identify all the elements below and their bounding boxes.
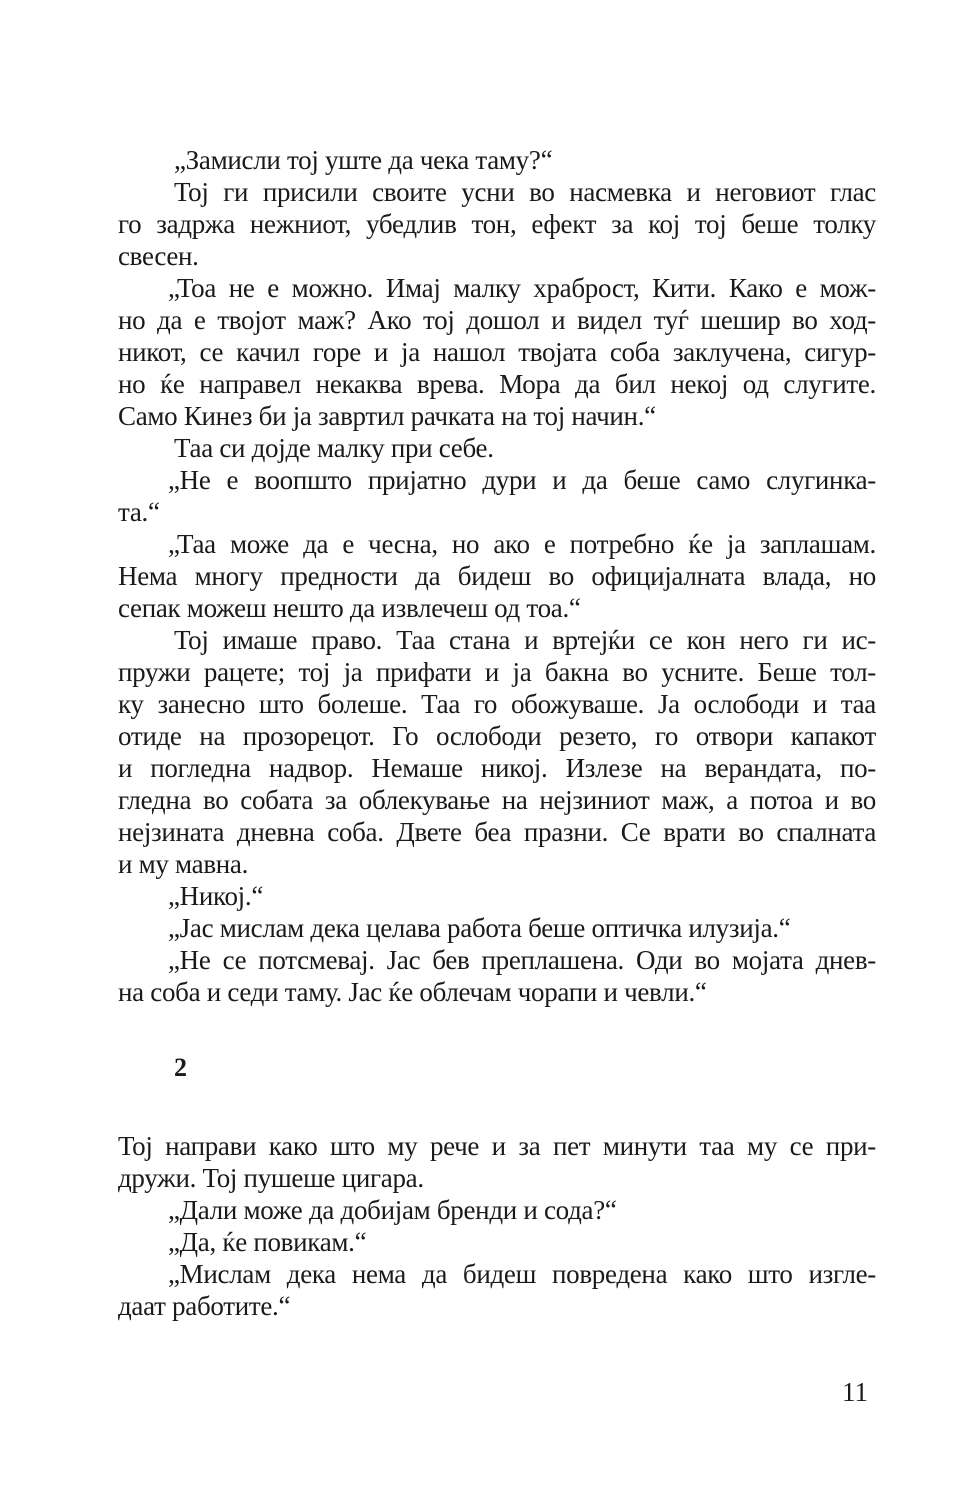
text-line: „Мислам дека нема да бидеш повредена како што изгле- [168,1259,876,1289]
section-spacer [118,1084,876,1116]
text-line: „Тоа не е можно. Имај малку храброст, Кити. Како е мож- [168,273,876,303]
text-line: Таа си дојде малку при себе. [174,433,494,463]
text-line: пружи рацете; тој ја прифати и ја бакна во усните. Беше тол- [118,657,876,687]
text-line: но ќе направел некаква врева. Мора да бил некој од слугите. [118,369,876,399]
section-spacer [118,1040,876,1052]
text-line: Тој ги присили своите усни во насмевка и неговиот глас [174,177,876,207]
text-line: дружи. Тој пушеше цигара. [118,1163,424,1193]
text-line: „Замисли тој уште да чека таму?“ [174,145,553,175]
text-line: никот, се качил горе и ја нашол твојата соба заклучена, сигур- [118,337,876,367]
text-line: Тој направи како што му рече и за пет минути таа му се при- [118,1131,876,1161]
text-line: Само Кинез би ја завртил рачката на тој начин.“ [118,401,656,431]
text-line: „Не се потсмевај. Јас бев преплашена. Оди во мојата днев- [168,945,876,975]
text-line: нејзината дневна соба. Двете беа празни. Се врати во спалната [118,817,876,847]
text-line: та.“ [118,497,160,527]
text-line: ку занесно што болеше. Таа го обожуваше. Ја ослободи и таа [118,689,876,719]
text-line: Нема многу предности да бидеш во официјалната влада, но [118,561,876,591]
text-line: свесен. [118,241,199,271]
text-line: гледна во собата за облекување на нејзиниот маж, а потоа и во [118,785,876,815]
text-line: на соба и седи таму. Јас ќе облечам чорапи и чевли.“ [118,977,707,1007]
text-line: и му мавна. [118,849,249,879]
text-line: даат работите.“ [118,1291,291,1321]
section-spacer [118,1116,876,1130]
text-line: но да е твојот маж? Ако тој дошол и видел туѓ шешир во ход- [118,305,876,335]
text-line: „Јас мислам дека целава работа беше оптичка илузија.“ [168,913,791,943]
page-number: 11 [842,1377,868,1407]
text-line: го задржа нежниот, убедлив тон, ефект за кој тој беше толку [118,209,876,239]
text-line: и погледна надвор. Немаше никој. Излезе на верандата, по- [118,753,876,783]
text-line: „Таа може да е чесна, но ако е потребно ќе ја заплашам. [168,529,876,559]
text-line: „Да, ќе повикам.“ [168,1227,367,1257]
text-line: „Никој.“ [168,881,264,911]
section-number: 2 [174,1053,187,1082]
text-line: сепак можеш нешто да извлечеш од тоа.“ [118,593,581,623]
text-line: „Дали може да добијам бренди и сода?“ [168,1195,617,1225]
section-spacer [118,1008,876,1040]
body-text [118,144,876,1322]
text-line: отиде на прозорецот. Го ослободи резето, го отвори капакот [118,721,876,751]
text-line: „Не е воопшто пријатно дури и да беше само слугинка- [168,465,876,495]
text-line: Тој имаше право. Таа стана и вртејќи се кон него ги ис- [174,625,876,655]
